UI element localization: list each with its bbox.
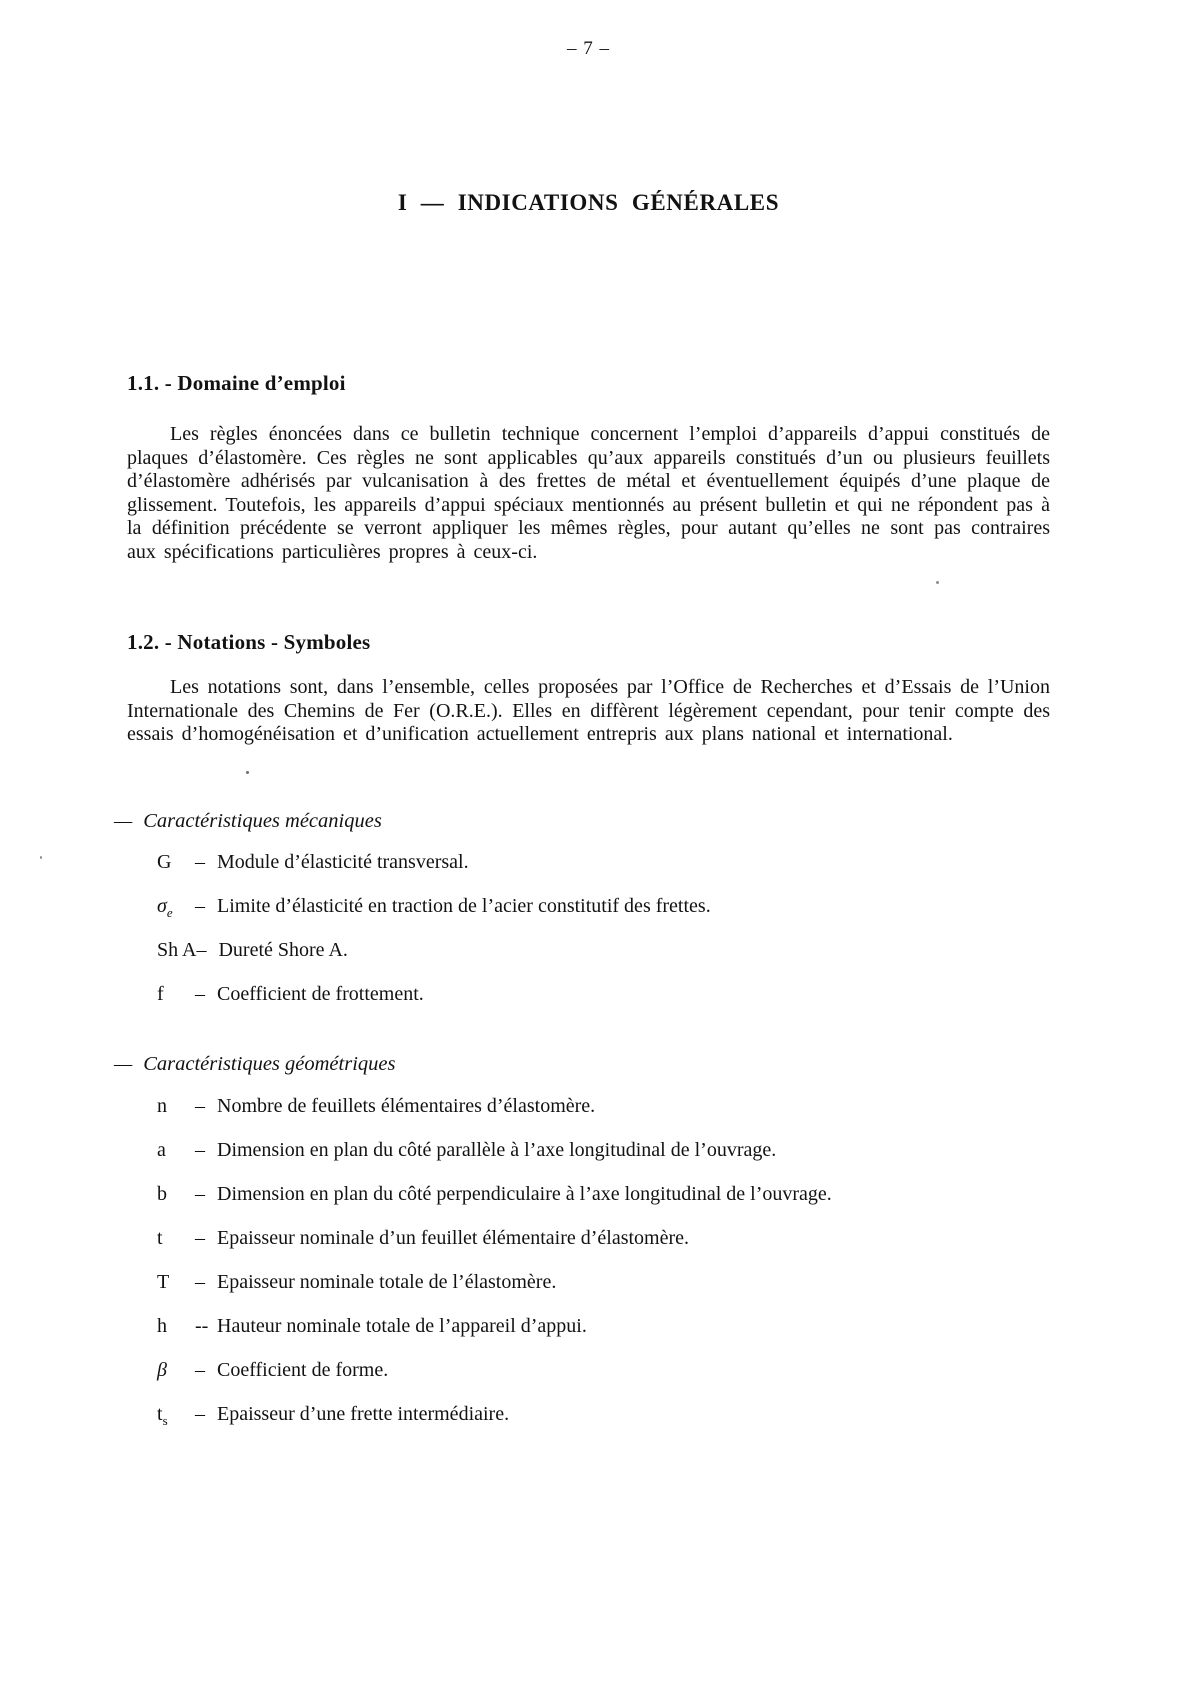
dash-glyph: – — [195, 895, 205, 917]
notation-description: Epaisseur nominale d’un feuillet élémentaire d’élastomère. — [217, 1227, 690, 1249]
notation-description: Dimension en plan du côté parallèle à l’axe longitudinal de l’ouvrage. — [217, 1139, 777, 1161]
notation-symbol: T — [157, 1271, 170, 1293]
category-label: Caractéristiques mécaniques — [143, 810, 382, 832]
notation-description: Coefficient de forme. — [217, 1359, 389, 1381]
dash-glyph: — — [114, 1053, 133, 1075]
notation-description: Hauteur nominale totale de l’appareil d’appui. — [217, 1315, 587, 1337]
notation-row-t — [127, 1227, 1050, 1251]
dash-glyph: – — [195, 1183, 205, 1205]
notation-row-h — [127, 1315, 1050, 1339]
notation-symbol: Sh A — [157, 939, 197, 961]
dash-glyph: – — [195, 1139, 205, 1161]
geometric-notation-list — [127, 1095, 1050, 1447]
scan-artifact — [40, 856, 42, 859]
notation-row-beta — [127, 1359, 1050, 1383]
dash-glyph: – — [195, 1359, 205, 1381]
notation-description: Module d’élasticité transversal. — [217, 851, 469, 873]
dash-glyph: — — [114, 810, 133, 832]
category-label: Caractéristiques géométriques — [143, 1053, 396, 1075]
notation-symbol: $\sigma_e$ — [157, 895, 173, 920]
notation-row-G — [127, 851, 1050, 875]
notation-symbol: β — [157, 1359, 167, 1381]
dash-glyph: – — [196, 939, 207, 961]
notation-row-shA — [127, 939, 1050, 963]
paragraph-domaine-emploi: Les règles énoncées dans ce bulletin technique concernent l’emploi d’appareils d’appui constitués de plaques d’élastomère. Ces règles ne sont applicables qu’aux appareils constitués d’un ou plusieurs feuillets d’élastomère adhérisés par vulcanisation à des frettes de métal et éventuellement équipés d’une plaque de glissement. Toutefois, les appareils d’appui spéciaux mentionnés au présent bulletin et qui ne répondent pas à la définition précédente se verront appliquer les mêmes règles, pour autant qu’elles ne sont pas contraires aux spécifications particulières propres à ceux-ci. — [127, 423, 1050, 563]
notation-description: Limite d’élasticité en traction de l’acier constitutif des frettes. — [217, 895, 711, 917]
notation-row-f — [127, 983, 1050, 1007]
section-heading-1-1: 1.1. - Domaine d’emploi — [127, 371, 346, 395]
notation-symbol: h — [157, 1315, 167, 1337]
category-heading-geometric — [114, 1053, 395, 1076]
document-title: I — INDICATIONS GÉNÉRALES — [397, 190, 780, 215]
scan-artifact — [936, 581, 939, 584]
notation-description: Dureté Shore A. — [218, 939, 348, 961]
dash-glyph: – — [195, 851, 205, 873]
notation-symbol: $t_s$ — [157, 1403, 168, 1428]
notation-row-sigma-e — [127, 895, 1050, 919]
page-number: – 7 – — [567, 38, 610, 59]
category-heading-mechanical — [114, 810, 382, 833]
dash-glyph: -- — [195, 1315, 209, 1337]
notation-row-T — [127, 1271, 1050, 1295]
notation-row-n — [127, 1095, 1050, 1119]
dash-glyph: – — [195, 1403, 205, 1425]
dash-glyph: – — [195, 1271, 205, 1293]
scan-artifact — [246, 771, 249, 774]
notation-description: Epaisseur nominale totale de l’élastomère. — [217, 1271, 557, 1293]
dash-glyph: – — [195, 1227, 205, 1249]
mechanical-notation-list — [127, 851, 1050, 1027]
notation-row-b — [127, 1183, 1050, 1207]
notation-symbol: a — [157, 1139, 166, 1161]
notation-description: Coefficient de frottement. — [217, 983, 424, 1005]
notation-symbol: t — [157, 1227, 163, 1249]
section-heading-1-2: 1.2. - Notations - Symboles — [127, 630, 371, 654]
notation-symbol: G — [157, 851, 172, 873]
notation-row-a — [127, 1139, 1050, 1163]
notation-description: Epaisseur d’une frette intermédiaire. — [217, 1403, 510, 1425]
notation-row-ts — [127, 1403, 1050, 1427]
notation-symbol: b — [157, 1183, 167, 1205]
notation-symbol: n — [157, 1095, 167, 1117]
notation-symbol: f — [157, 983, 164, 1005]
dash-glyph: – — [195, 983, 205, 1005]
paragraph-notations-symboles: Les notations sont, dans l’ensemble, celles proposées par l’Office de Recherches et d’Essais de l’Union Internationale des Chemins de Fer (O.R.E.). Elles en diffèrent légèrement cependant, pour tenir compte des essais d’homogénéisation et d’unification actuellement entrepris aux plans national et international. — [127, 676, 1050, 745]
notation-description: Nombre de feuillets élémentaires d’élastomère. — [217, 1095, 596, 1117]
notation-description: Dimension en plan du côté perpendiculaire à l’axe longitudinal de l’ouvrage. — [217, 1183, 832, 1205]
dash-glyph: – — [195, 1095, 205, 1117]
